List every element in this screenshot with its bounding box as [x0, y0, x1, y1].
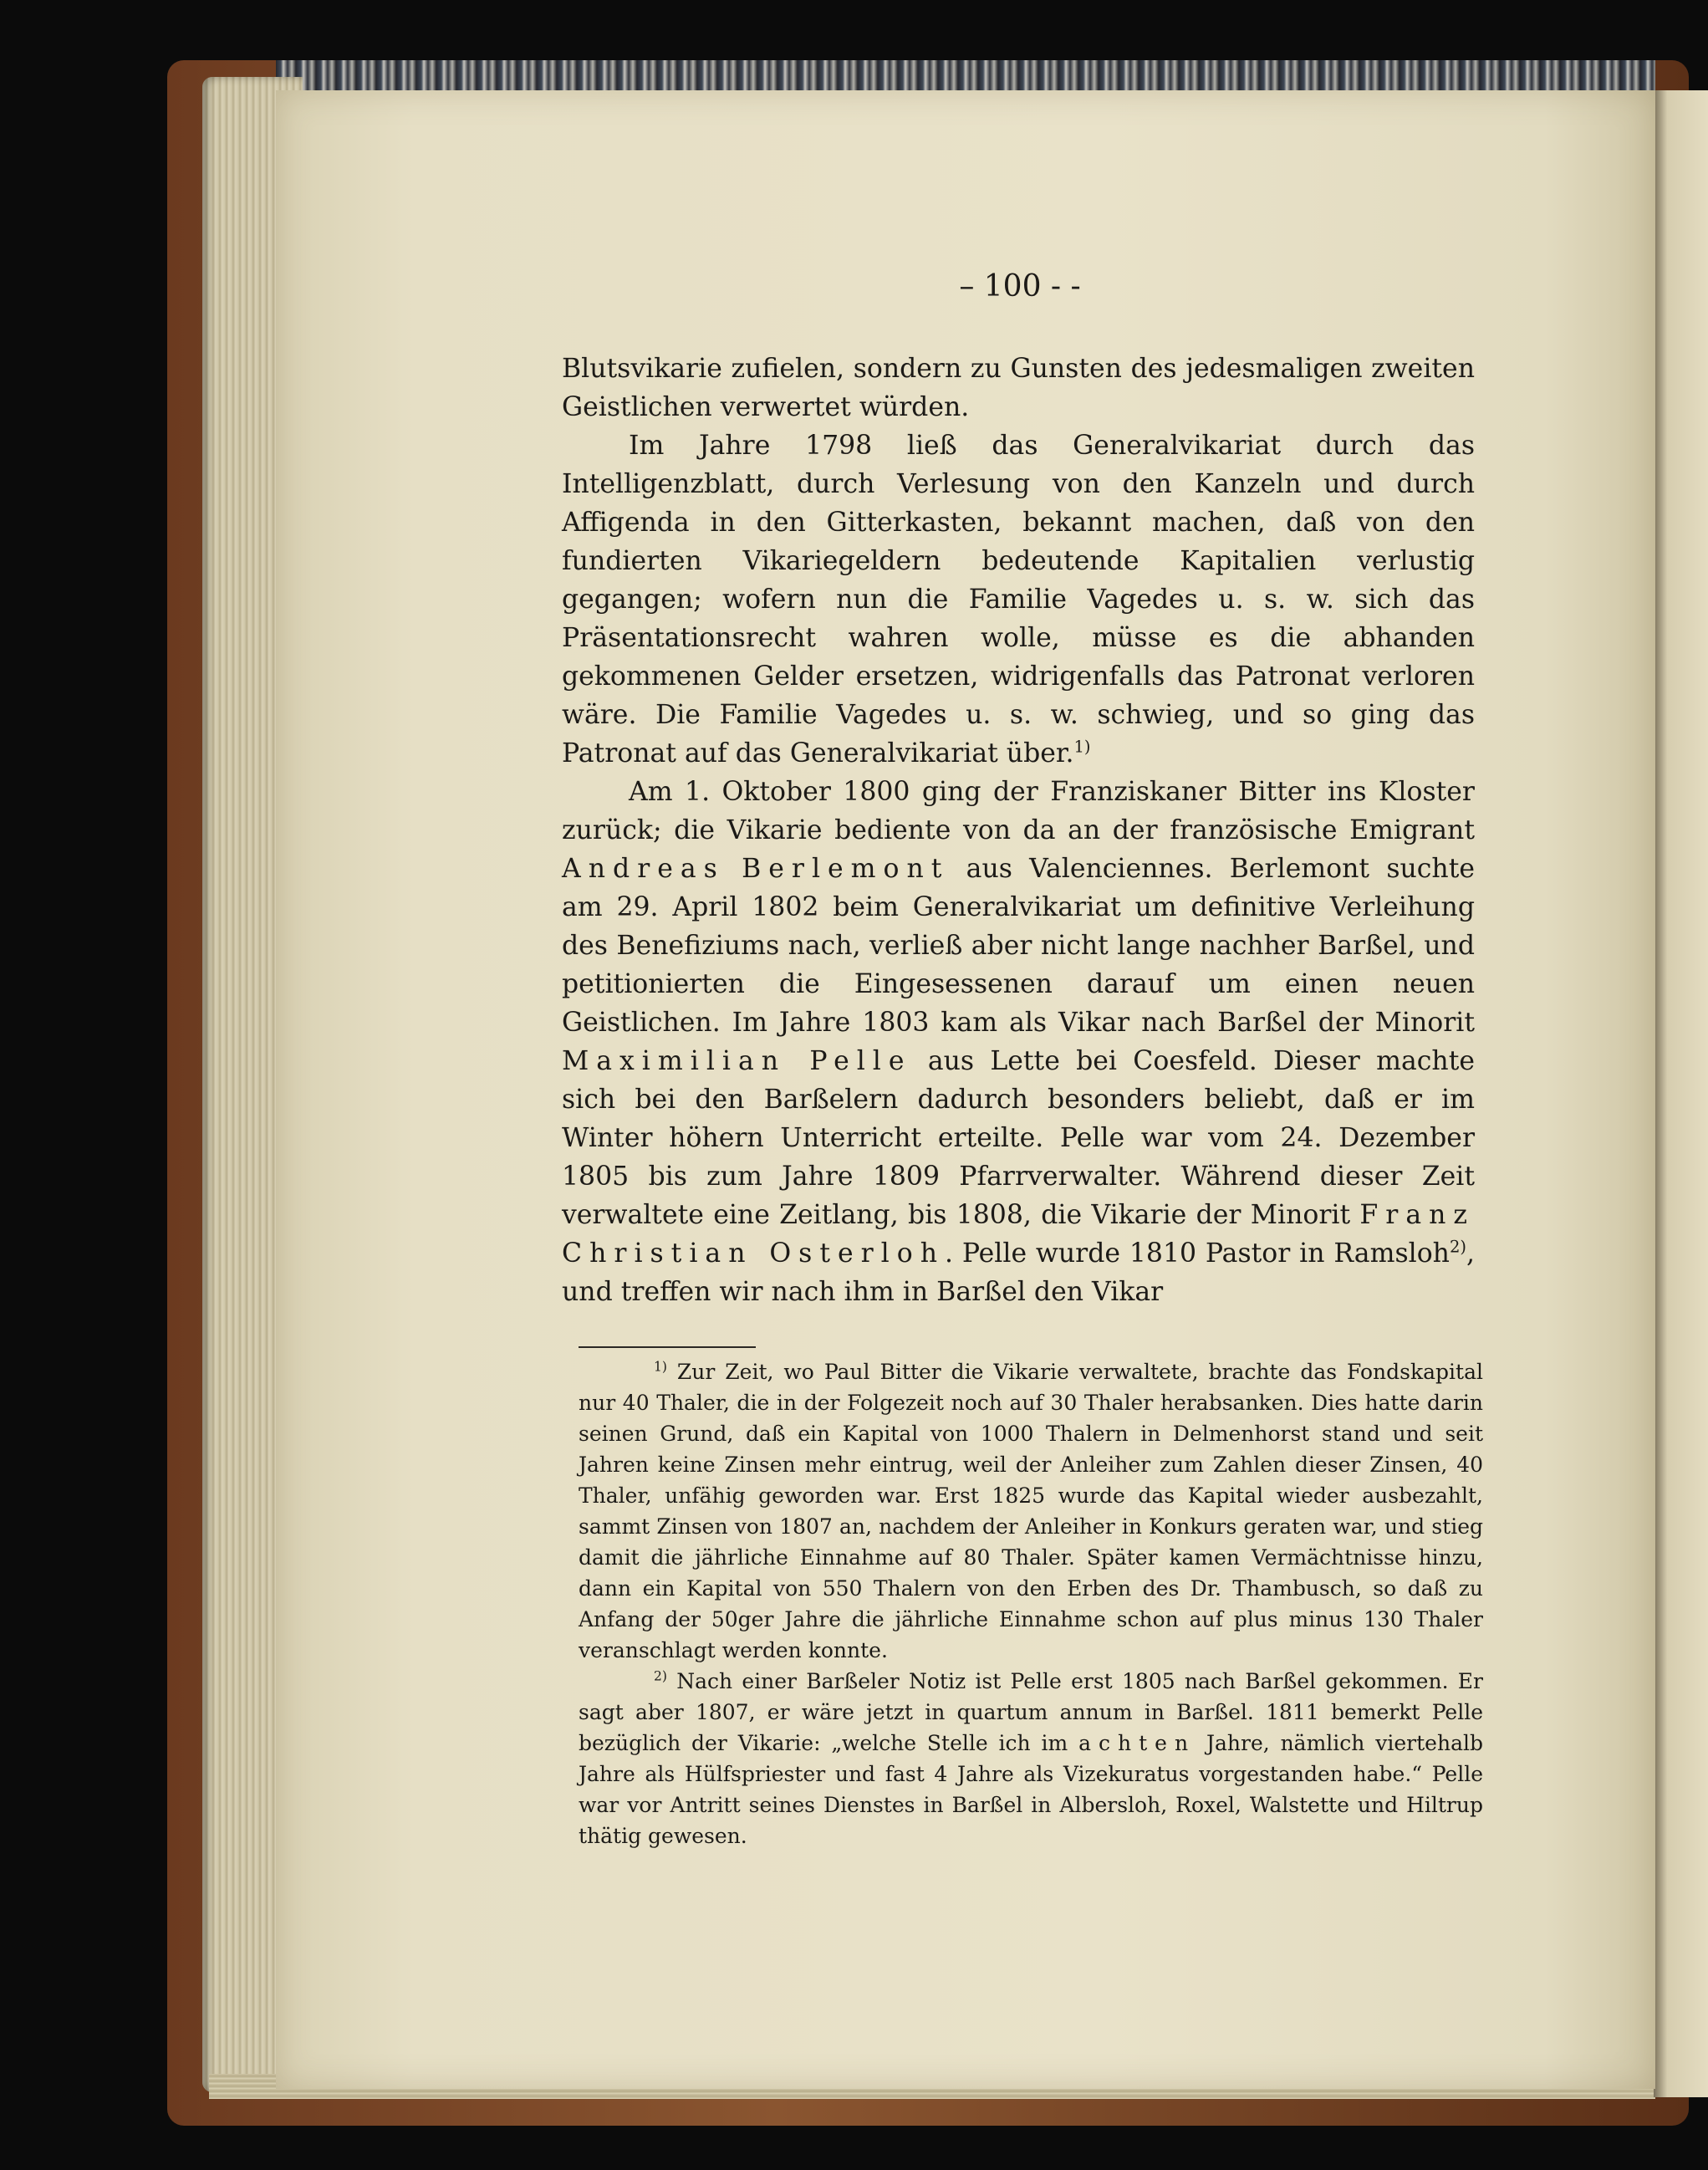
footnote-1: [579, 1356, 1483, 1666]
footnote-ref-1: 1): [1073, 737, 1091, 757]
paragraph-2-text: Im Jahre 1798 ließ das Generalvikariat durch das Intelligenzblatt, durch Verlesung von den Kanzeln und durch Affigenda in den Gitterkasten, bekannt machen, daß von den fundierten Vikariegeldern bedeutende Kapitalien verlustig gegangen; wofern nun die Familie Vagedes u. s. w. sich das Präsentationsrecht wahren wolle, müsse es die abhanden gekommenen Gelder ersetzen, widrigenfalls das Patronat verloren wäre. Die Familie Vagedes u. s. w. schwieg, und so ging das Patronat auf das Generalvikariat über.: [562, 431, 1475, 768]
paragraph-3-part-a: Am 1. Oktober 1800 ging der Franziskaner Bitter ins Kloster zurück; die Vikarie bediente von da an der französische Emigrant: [562, 777, 1475, 845]
footnote-1-marker: 1): [654, 1359, 667, 1375]
name-andreas: Andreas: [562, 854, 725, 884]
footnote-ref-2: 2): [1449, 1237, 1466, 1257]
footnote-2-spaced-word: achten: [1078, 1731, 1196, 1755]
footnote-2: [579, 1666, 1483, 1851]
name-franz-christian-osterloh: Franz Christian Osterloh: [562, 1200, 1475, 1269]
facing-page-edge: [1654, 90, 1708, 2097]
footnote-1-text: Zur Zeit, wo Paul Bitter die Vikarie verwaltete, brachte das Fondskapital nur 40 Thaler, die in der Folgezeit noch auf 30 Thaler herabsanken. Dies hatte darin seinen Grund, daß ein Kapital von 1000 Thalern in Delmenhorst stand und seit Jahren keine Zinsen mehr eintrug, weil der Anleiher zum Zahlen dieser Zinsen, 40 Thaler, unfähig geworden war. Erst 1825 wurde das Kapital wieder ausbezahlt, sammt Zinsen von 1807 an, nachdem der Anleiher in Konkurs geraten war, und stieg damit die jährliche Einnahme auf 80 Thaler. Später kamen Vermächtnisse hinzu, dann ein Kapital von 550 Thalern von den Erben des Dr. Thambusch, so daß zu Anfang der 50ger Jahre die jährliche Einnahme schon auf plus minus 130 Thaler veranschlagt werden konnte.: [579, 1360, 1483, 1662]
footnotes: [579, 1356, 1483, 1851]
paragraph-2: [562, 426, 1475, 773]
name-maximilian-pelle: Maximilian Pelle: [562, 1046, 912, 1076]
main-text: [562, 350, 1475, 1311]
paragraph-3-part-b: aus Valenciennes. Berlemont suchte am 29. April 1802 beim Generalvikariat um definitive Verleihung des Benefiziums nach, verließ aber nicht lange nachher Barßel, und petitionierten die Eingesessenen darauf um einen neuen Geistlichen. Im Jahre 1803 kam als Vikar nach Barßel der Minorit: [562, 854, 1475, 1038]
footnote-2-part-a: Nach einer Barßeler Notiz ist Pelle erst 1805 nach Barßel gekommen. Er sagt aber 1807, er wäre jetzt in quartum annum in Barßel. 1811 bemerkt Pelle bezüglich der Vikarie: „welche Stelle ich im: [579, 1669, 1483, 1755]
name-berlemont: Berlemont: [742, 854, 950, 884]
paragraph-3-part-c: aus Lette bei Coesfeld. Dieser machte sich bei den Barßelern dadurch besonders beliebt, daß er im Winter höhern Unterricht erteilte. Pelle war vom 24. Dezember 1805 bis zum Jahre 1809 Pfarrverwalter. Während dieser Zeit verwaltete eine Zeitlang, bis 1808, die Vikarie der Minorit: [562, 1046, 1475, 1230]
paragraph-3-part-d: . Pelle wurde 1810 Pastor in Ramsloh: [945, 1238, 1450, 1269]
footnote-2-part-b: Jahre, nämlich viertehalb Jahre als Hülfspriester und fast 4 Jahre als Vizekuratus vorgestanden habe.“ Pelle war vor Antritt seines Dienstes in Barßel in Albersloh, Roxel, Walstette und Hiltrup thätig gewesen.: [579, 1731, 1483, 1848]
footnote-divider: [579, 1346, 756, 1348]
paragraph-1: Blutsvikarie zufielen, sondern zu Gunsten des jedesmaligen zweiten Geistlichen verwertet würden.: [562, 354, 1475, 422]
footnote-2-marker: 2): [654, 1668, 667, 1684]
page-number: – 100 - -: [959, 269, 1081, 304]
paragraph-3-part-e: , und treffen wir nach ihm in Barßel den Vikar: [562, 1238, 1475, 1307]
paragraph-3: [562, 773, 1475, 1311]
